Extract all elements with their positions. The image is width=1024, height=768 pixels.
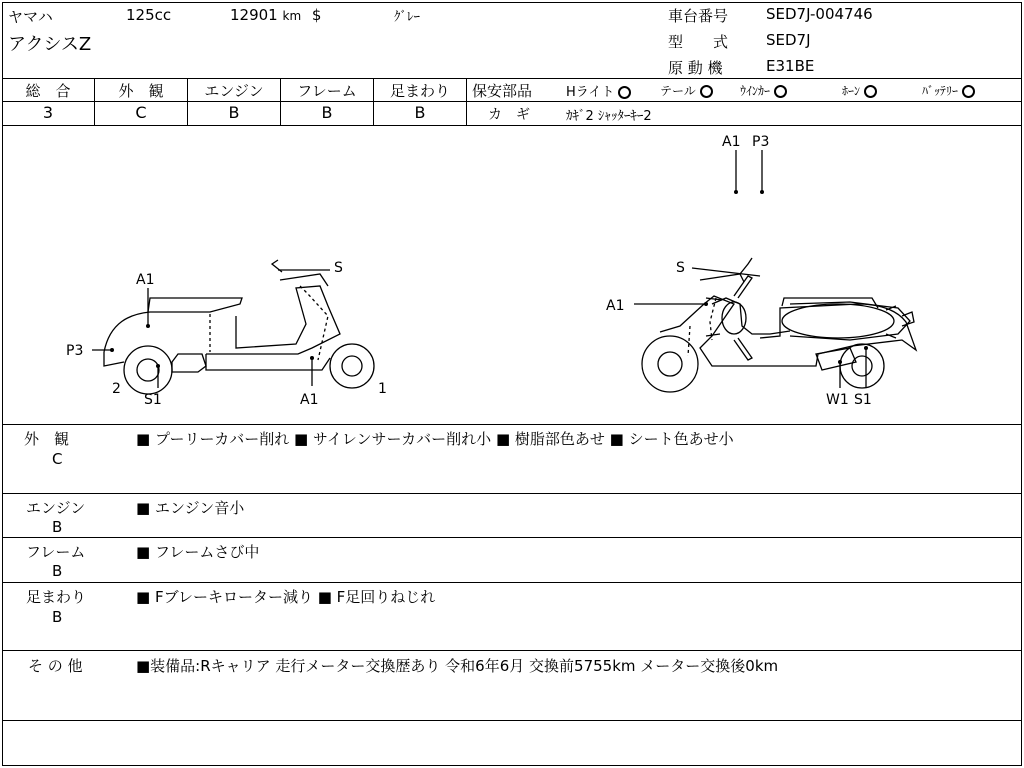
safety-item-label: ｳｲﾝｶｰ <box>740 84 771 98</box>
ok-circle-icon <box>618 86 631 99</box>
diagram-label-left-a1-upper: A1 <box>136 272 155 288</box>
overall-label: 総 合 <box>25 82 71 100</box>
chassis-value: SED7J-004746 <box>766 5 873 23</box>
frame-score-value: B <box>321 103 333 122</box>
type-value: SED7J <box>766 31 811 49</box>
damage-diagram <box>0 126 1024 424</box>
diagram-label-right-s1: S1 <box>854 392 872 408</box>
divider <box>2 493 1022 494</box>
ok-circle-icon <box>700 85 713 98</box>
diagram-label-left-p3: P3 <box>66 343 84 359</box>
top-view-scooter <box>706 276 914 360</box>
safety-item-winker <box>740 82 787 99</box>
diagram-label-left-2: 2 <box>112 381 121 397</box>
engine-value: E31BE <box>766 57 815 75</box>
exterior-label: 外 観 <box>118 82 164 100</box>
safety-item-horn <box>842 82 877 99</box>
safety-label: 保安部品 <box>472 82 533 100</box>
displacement: 125cc <box>126 6 172 24</box>
remark-text-other: ■装備品:Rキャリア 走行メーター交換歴あり 令和6年6月 交換前5755km メーター交換後0km <box>136 657 779 675</box>
divider <box>2 650 1022 651</box>
diagram-label-left-s1: S1 <box>144 392 162 408</box>
diagram-label-right-w1: W1 <box>826 392 849 408</box>
remark-label-exterior: 外 観 <box>24 430 70 448</box>
safety-item-headlight <box>566 81 631 100</box>
remark-grade-engine: B <box>52 518 63 536</box>
safety-item-label: Hライト <box>566 85 615 100</box>
remark-label-suspension: 足まわり <box>26 588 87 606</box>
diagram-label-right-s: S <box>676 260 685 276</box>
safety-item-battery <box>922 82 975 99</box>
engine-score-value: B <box>228 103 240 122</box>
diagram-label-left-s: S <box>334 260 343 276</box>
mileage-unit: km <box>282 9 302 23</box>
remark-label-other: そ の 他 <box>28 657 83 675</box>
divider <box>2 78 1022 79</box>
diagram-label-left-a1-lower: A1 <box>300 392 319 408</box>
currency-mark: $ <box>311 6 322 24</box>
remark-text-suspension: ■ Fブレーキローター減り ■ F足回りねじれ <box>136 588 436 606</box>
suspension-score-label: 足まわり <box>389 82 450 100</box>
remark-grade-suspension: B <box>52 608 63 626</box>
diagram-label-right-a1: A1 <box>606 298 625 314</box>
divider <box>466 78 467 125</box>
suspension-score-value: B <box>414 103 426 122</box>
model-name: アクシスZ <box>8 34 92 55</box>
mileage <box>230 6 321 24</box>
key-label: カ ギ <box>488 107 530 123</box>
diagram-label-top-a1: A1 <box>722 134 741 150</box>
diagram-label-top-p3: P3 <box>752 134 770 150</box>
right-view-scooter <box>642 258 916 392</box>
type-label: 型 式 <box>668 33 729 51</box>
color: ｸﾞﾚｰ <box>394 10 420 25</box>
mileage-value: 12901 <box>230 6 278 24</box>
remark-grade-exterior: C <box>52 450 63 468</box>
remark-text-engine: ■ エンジン音小 <box>136 499 245 517</box>
divider <box>2 537 1022 538</box>
ok-circle-icon <box>962 85 975 98</box>
divider <box>2 582 1022 583</box>
safety-item-label: ﾊﾞｯﾃﾘｰ <box>922 84 959 98</box>
remark-grade-frame: B <box>52 562 63 580</box>
maker-name: ヤマハ <box>8 8 53 26</box>
ok-circle-icon <box>774 85 787 98</box>
exterior-value: C <box>135 103 147 122</box>
safety-item-label: ﾎｰﾝ <box>842 84 861 98</box>
remark-label-engine: エンジン <box>26 499 86 517</box>
divider <box>2 424 1022 425</box>
safety-item-label: テール <box>660 84 696 98</box>
remark-text-exterior: ■ プーリーカバー削れ ■ サイレンサーカバー削れ小 ■ 樹脂部色あせ ■ シート色あせ小 <box>136 430 734 448</box>
engine-score-label: エンジン <box>204 82 264 100</box>
ok-circle-icon <box>864 85 877 98</box>
frame-score-label: フレーム <box>297 82 357 100</box>
chassis-label: 車台番号 <box>668 7 729 25</box>
overall-value: 3 <box>42 103 54 122</box>
divider <box>2 720 1022 721</box>
safety-item-tail <box>660 82 713 99</box>
remark-label-frame: フレーム <box>26 543 86 561</box>
key-value: ｶｷﾞ2 ｼｬｯﾀｰｷｰ2 <box>566 109 652 124</box>
divider <box>467 101 1022 102</box>
divider <box>2 101 467 102</box>
remark-text-frame: ■ フレームさび中 <box>136 543 260 561</box>
engine-label: 原 動 機 <box>668 59 723 77</box>
diagram-label-left-1: 1 <box>378 381 387 397</box>
